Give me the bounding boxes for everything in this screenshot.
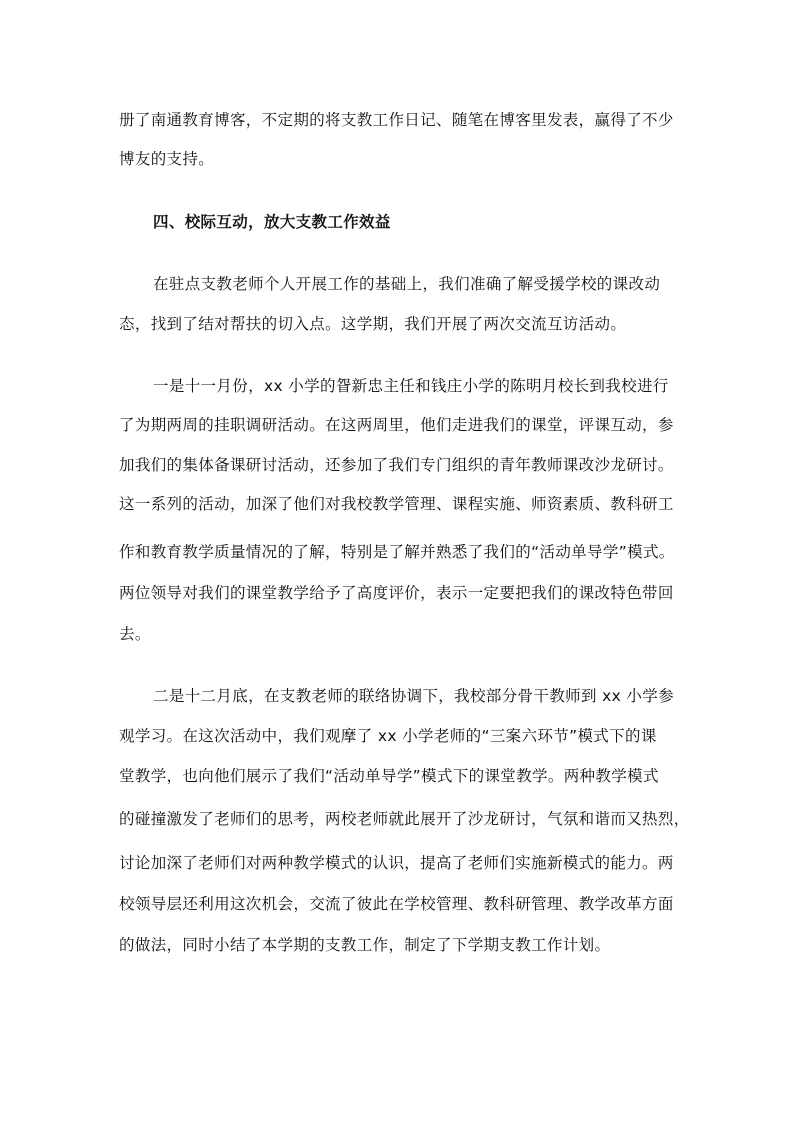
first-visit-line-3: 加我们的集体备课研讨活动，还参加了我们专门组织的青年教师课改沙龙研讨。	[119, 456, 674, 474]
first-visit-line-5: 作和教育教学质量情况的了解，特别是了解并熟悉了我们的“活动单导学”模式。	[119, 543, 675, 561]
first-visit-line-1: 一是十一月份，xx 小学的眢新忠主任和钱庄小学的陈明月校长到我校进行	[153, 377, 669, 395]
second-visit-line-1: 二是十二月底，在支教老师的联络协调下，我校部分骨干教师到 xx 小学参	[153, 687, 674, 705]
first-visit-line-2: 了为期两周的挂职调研活动。在这两周里，他们走进我们的课堂，评课互动，参	[119, 416, 674, 434]
second-visit-line-6: 校领导层还利用这次机会，交流了彼此在学校管理、教科研管理、教学改革方面	[119, 895, 674, 913]
first-visit-line-6: 两位领导对我们的课堂教学给予了高度评价，表示一定要把我们的课改特色带回	[119, 584, 674, 602]
first-visit-line-7: 去。	[119, 625, 151, 643]
section-heading: 四、校际互动，放大支教工作效益	[153, 213, 391, 231]
first-visit-line-4: 这一系列的活动，加深了他们对我校教学管理、课程实施、师资素质、教科研工	[119, 495, 674, 513]
continuation-line-1: 册了南通教育博客，不定期的将支教工作日记、随笔在博客里发表，赢得了不少	[119, 111, 674, 129]
second-visit-line-4: 的碰撞激发了老师们的思考，两校老师就此展开了沙龙研讨，气氛和谐而又热烈，	[119, 810, 690, 828]
second-visit-line-3: 堂教学，也向他们展示了我们“活动单导学”模式下的课堂教学。两种教学模式	[119, 767, 659, 785]
intro-paragraph-line-1: 在驻点支教老师个人开展工作的基础上，我们准确了解受援学校的课改动	[153, 275, 661, 293]
continuation-line-2: 博友的支持。	[119, 150, 215, 168]
second-visit-line-5: 讨论加深了老师们对两种教学模式的认识，提高了老师们实施新模式的能力。两	[119, 854, 674, 872]
second-visit-line-2: 观学习。在这次活动中，我们观摩了 xx 小学老师的“三案六环节”模式下的课	[119, 727, 657, 745]
second-visit-line-7: 的做法，同时小结了本学期的支教工作，制定了下学期支教工作计划。	[119, 936, 611, 954]
intro-paragraph-line-2: 态，找到了结对帮扶的切入点。这学期，我们开展了两次交流互访活动。	[119, 315, 627, 333]
